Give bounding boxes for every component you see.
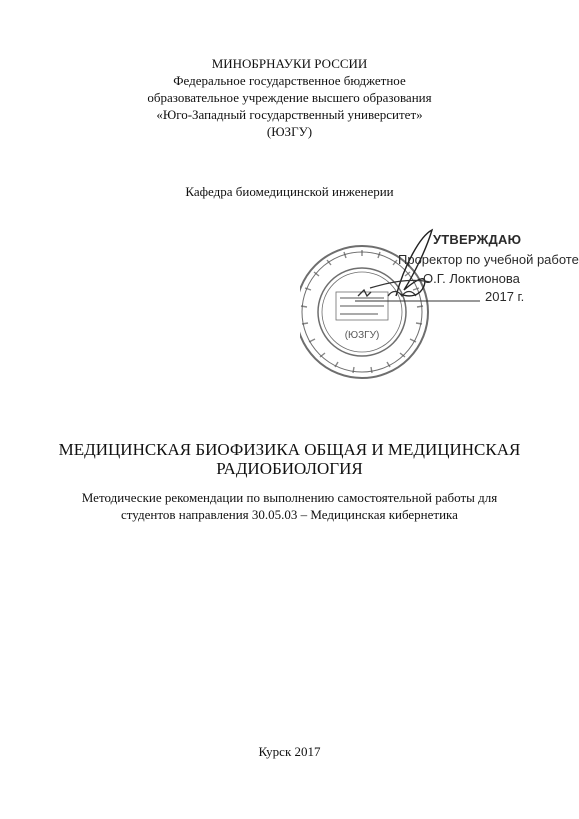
subtitle-line-1: Методические рекомендации по выполнению самостоятельной работы для: [81, 490, 498, 505]
ministry-line: МИНОБРНАУКИ РОССИИ: [211, 56, 368, 71]
approval-block: [300, 226, 579, 396]
institution-type-line: Федеральное государственное бюджетное: [173, 73, 406, 88]
title-line-2: РАДИОБИОЛОГИЯ: [216, 459, 363, 478]
university-header: [0, 55, 579, 140]
seal-center-text: (ЮЗГУ): [344, 330, 380, 341]
university-abbr-line: (ЮЗГУ): [266, 124, 313, 139]
subtitle-line-2: студентов направления 30.05.03 – Медицинская кибернетика: [121, 507, 458, 522]
city-year: Курск 2017: [258, 744, 321, 759]
document-subtitle: [0, 489, 579, 523]
approval-date: 2017 г.: [485, 289, 525, 304]
department-name: Кафедра биомедицинской инженерии: [185, 184, 394, 199]
approver-role: Проректор по учебной работе: [398, 252, 579, 267]
title-line-1: МЕДИЦИНСКАЯ БИОФИЗИКА ОБЩАЯ И МЕДИЦИНСКАЯ: [58, 440, 521, 459]
institution-level-line: образовательное учреждение высшего образования: [147, 90, 432, 105]
document-title: [0, 440, 579, 478]
approve-label: УТВЕРЖДАЮ: [433, 232, 522, 247]
approver-name: О.Г. Локтионова: [423, 271, 520, 286]
university-name-line: «Юго-Западный государственный университет»: [156, 107, 423, 122]
